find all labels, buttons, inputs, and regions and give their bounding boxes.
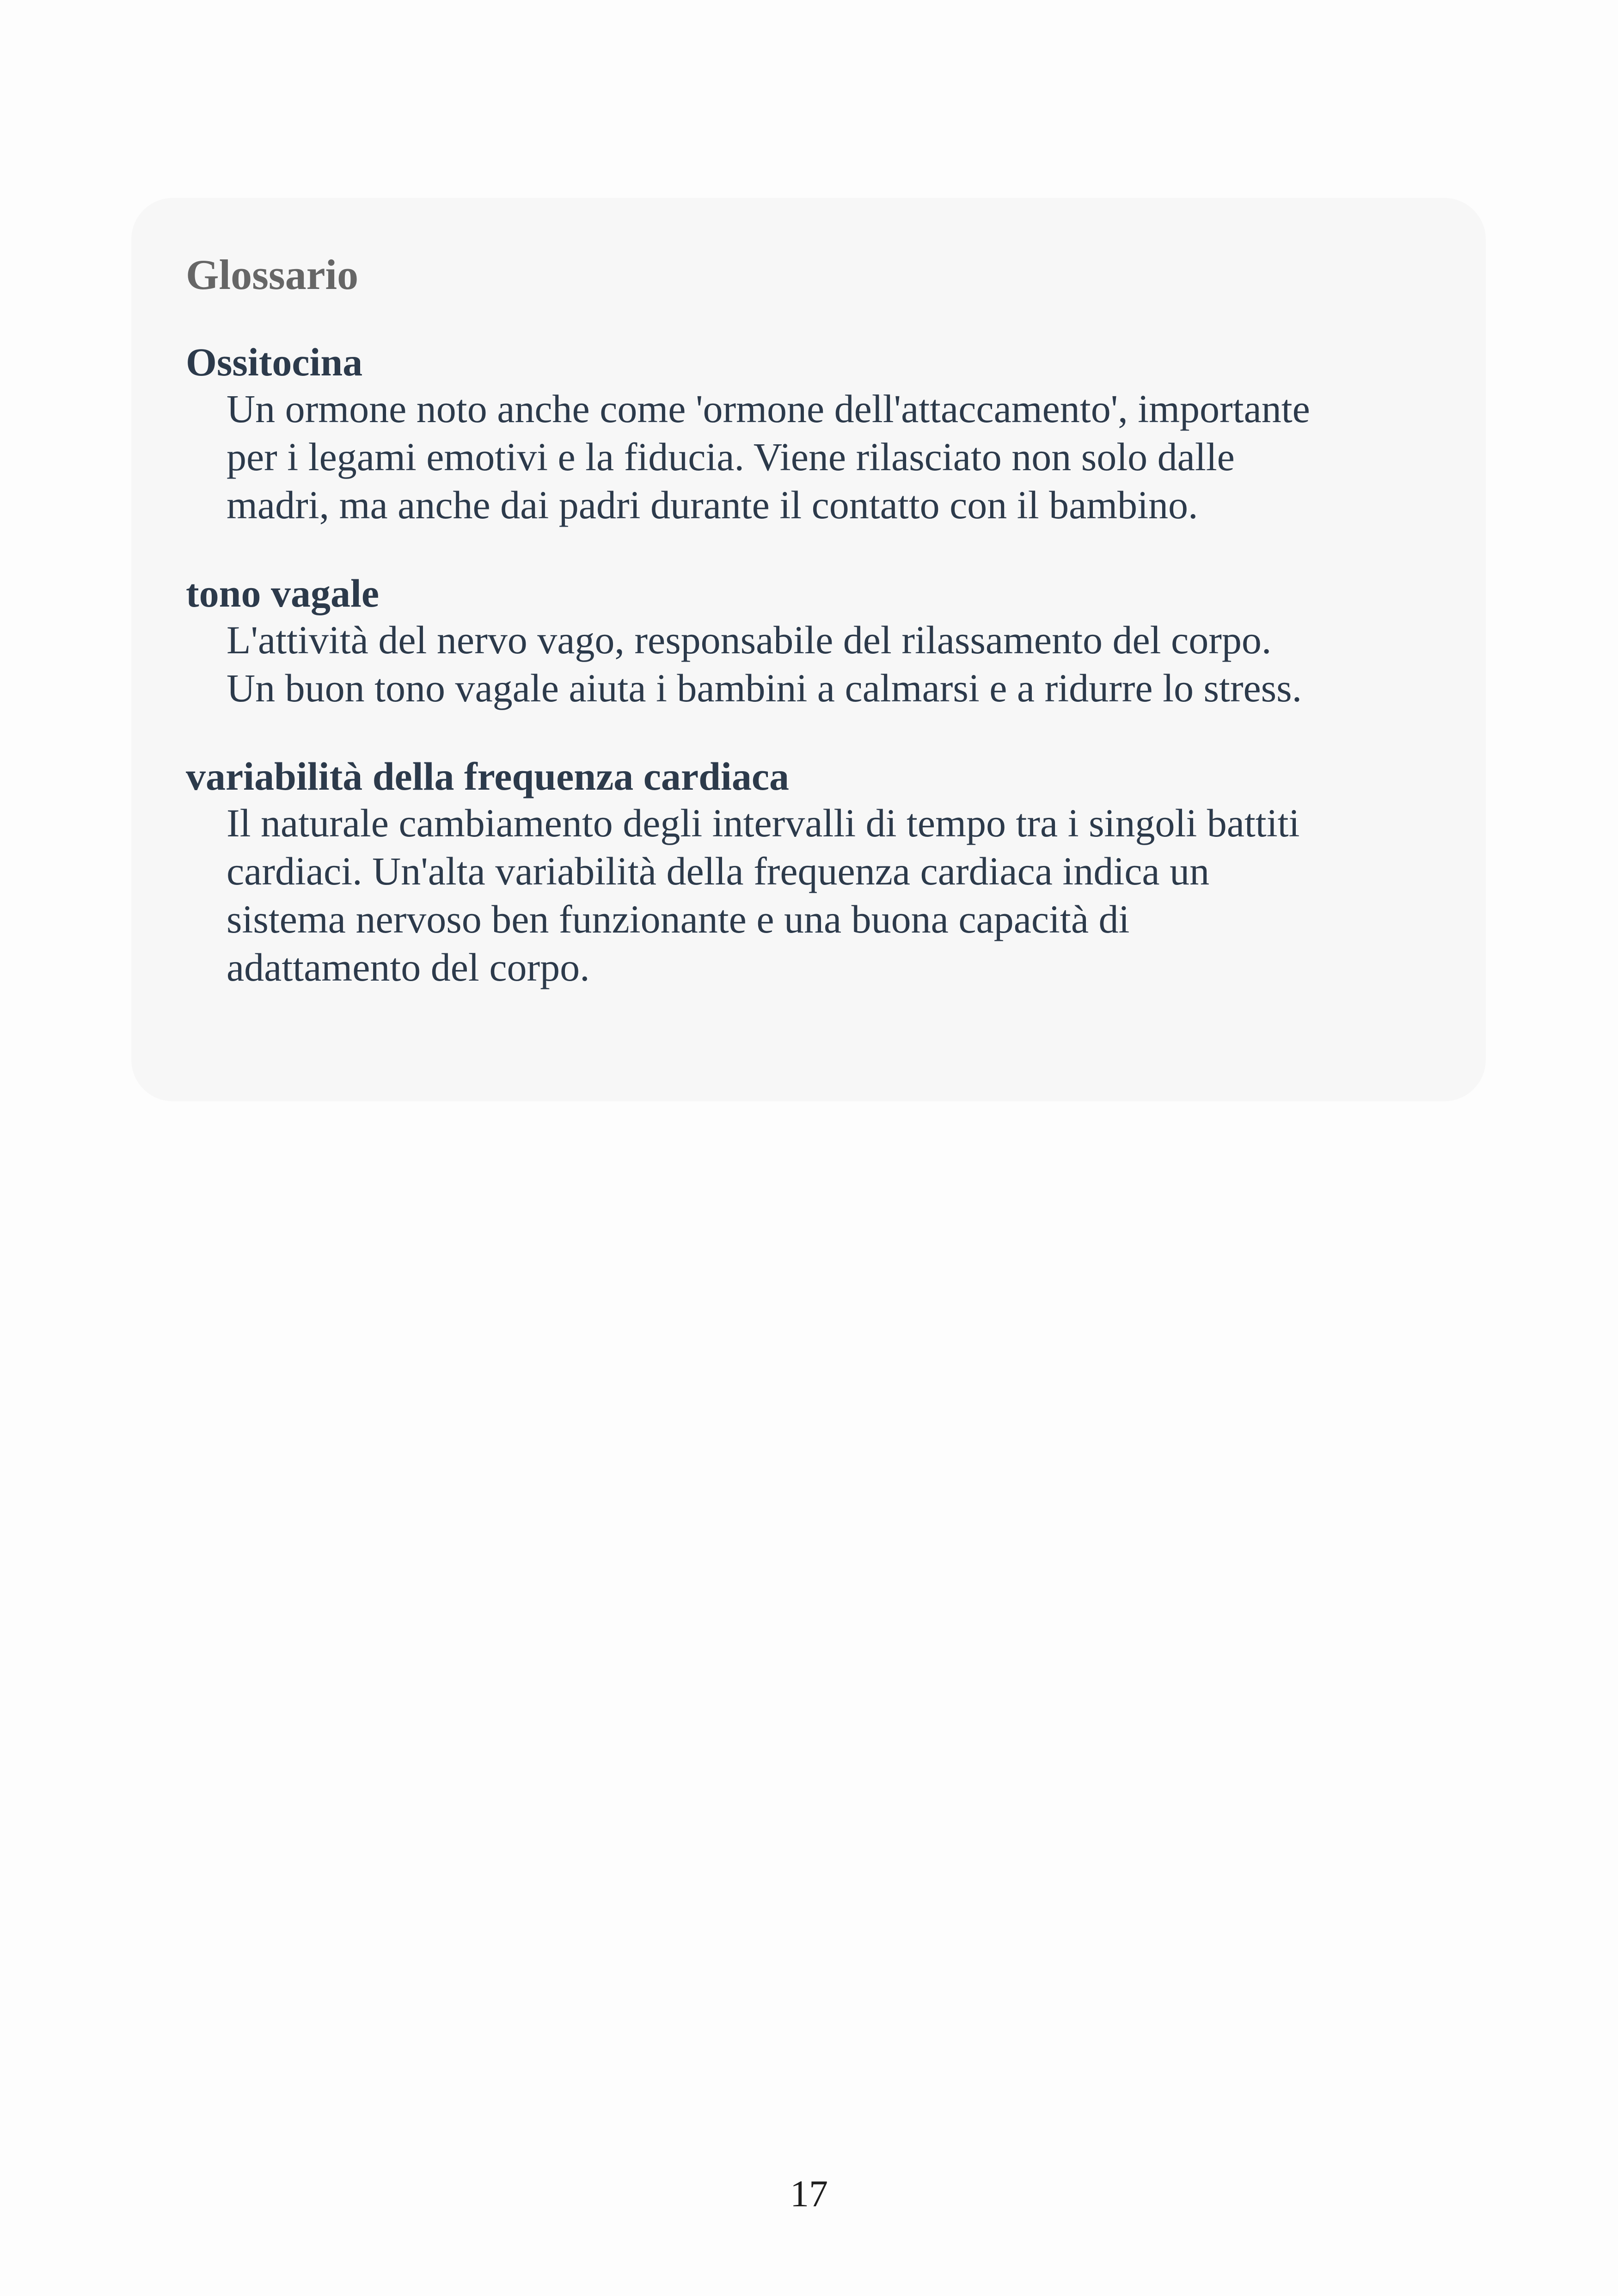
glossary-term: Ossitocina (186, 340, 363, 384)
definition-line: per i legami emotivi e la fiducia. Viene rilasciato non solo dalle (227, 435, 1235, 479)
glossary-entry-ossitocina (186, 342, 1440, 529)
definition-line: madri, ma anche dai padri durante il contatto con il bambino. (227, 483, 1198, 527)
definition-line: sistema nervoso ben funzionante e una buona capacità di (227, 897, 1130, 941)
glossary-title: Glossario (186, 251, 359, 298)
definition-line: Il naturale cambiamento degli intervalli di tempo tra i singoli battiti (227, 801, 1300, 845)
page-number: 17 (790, 2173, 828, 2215)
glossary-entry-tono-vagale (186, 573, 1440, 712)
glossary-term: tono vagale (186, 571, 380, 615)
definition-line: L'attività del nervo vago, responsabile del rilassamento del corpo. (227, 618, 1272, 662)
glossary-term: variabilità della frequenza cardiaca (186, 754, 789, 798)
glossary-box (131, 198, 1486, 1101)
glossary-definition (186, 799, 1440, 991)
glossary-definition (186, 616, 1440, 712)
glossary-definition (186, 385, 1440, 529)
definition-line: Un ormone noto anche come 'ormone dell'attaccamento', importante (227, 387, 1310, 431)
glossary-entry-variabilita (186, 756, 1440, 991)
definition-line: adattamento del corpo. (227, 945, 590, 989)
definition-line: Un buon tono vagale aiuta i bambini a calmarsi e a ridurre lo stress. (227, 666, 1302, 710)
definition-line: cardiaci. Un'alta variabilità della frequenza cardiaca indica un (227, 849, 1210, 893)
